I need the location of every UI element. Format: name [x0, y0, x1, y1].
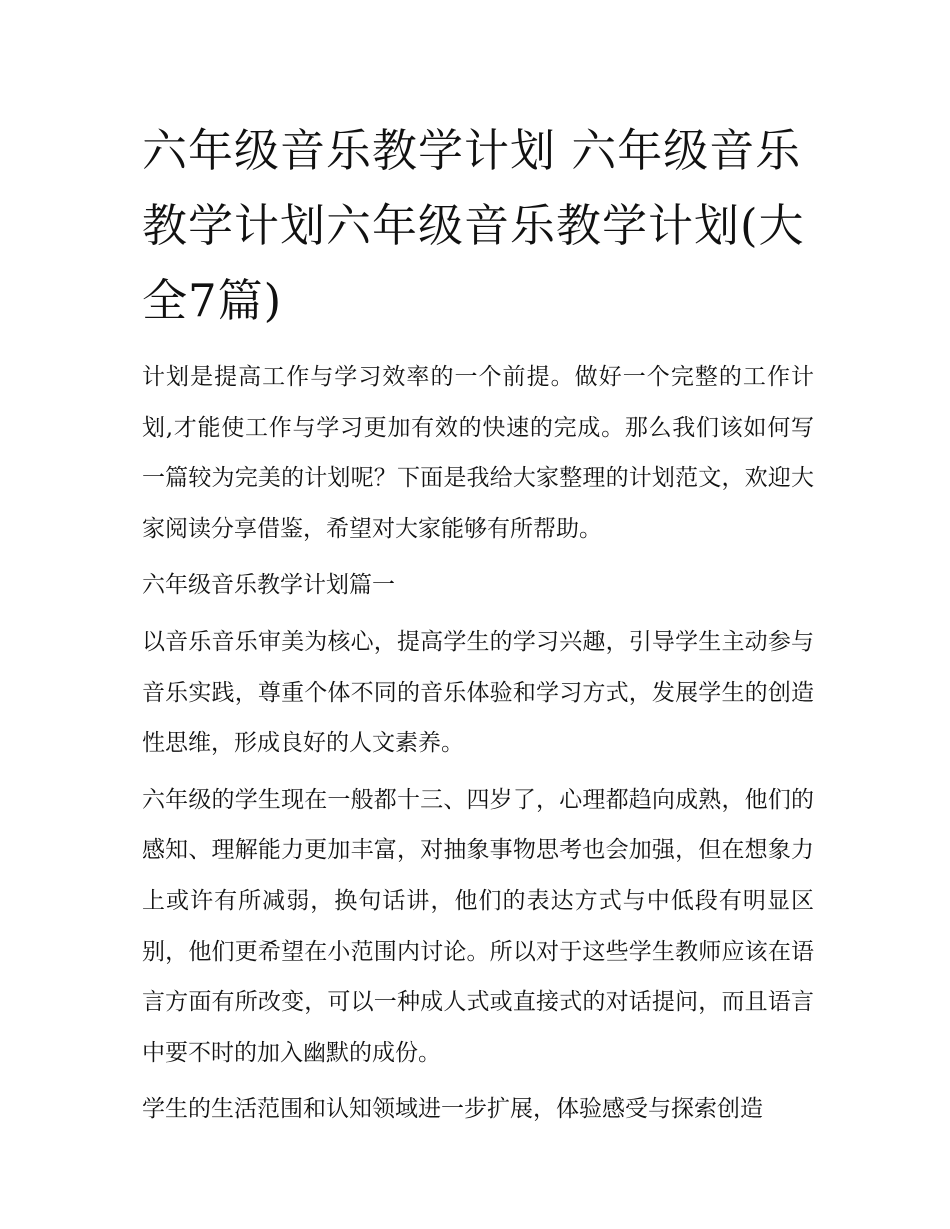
intro-paragraph: 计划是提高工作与学习效率的一个前提。做好一个完整的工作计划,才能使工作与学习更加有效的快速的完成。那么我们该如何写一篇较为完美的计划呢？下面是我给大家整理的计划范文，欢迎大家阅读分享借鉴，希望对大家能够有所帮助。: [142, 364, 814, 542]
section-heading: 六年级音乐教学计划篇一: [142, 572, 395, 599]
body-paragraph: 六年级的学生现在一般都十三、四岁了，心理都趋向成熟，他们的感知、理解能力更加丰富，对抽象事物思考也会加强，但在想象力上或许有所减弱，换句话讲，他们的表达方式与中低段有明显区别，他们更希望在小范围内讨论。所以对于这些学生教师应该在语言方面有所改变，可以一种成人式或直接式的对话提问，而且语言中要不时的加入幽默的成份。: [142, 786, 814, 1066]
document-content: [142, 113, 814, 1141]
body-paragraph: 学生的生活范围和认知领域进一步扩展，体验感受与探索创造: [142, 1096, 763, 1123]
document-title: 六年级音乐教学计划 六年级音乐教学计划六年级音乐教学计划(大全7篇): [142, 124, 805, 327]
body-paragraph: 以音乐音乐审美为核心，提高学生的学习兴趣，引导学生主动参与音乐实践，尊重个体不同的音乐体验和学习方式，发展学生的创造性思维，形成良好的人文素养。: [142, 628, 814, 757]
